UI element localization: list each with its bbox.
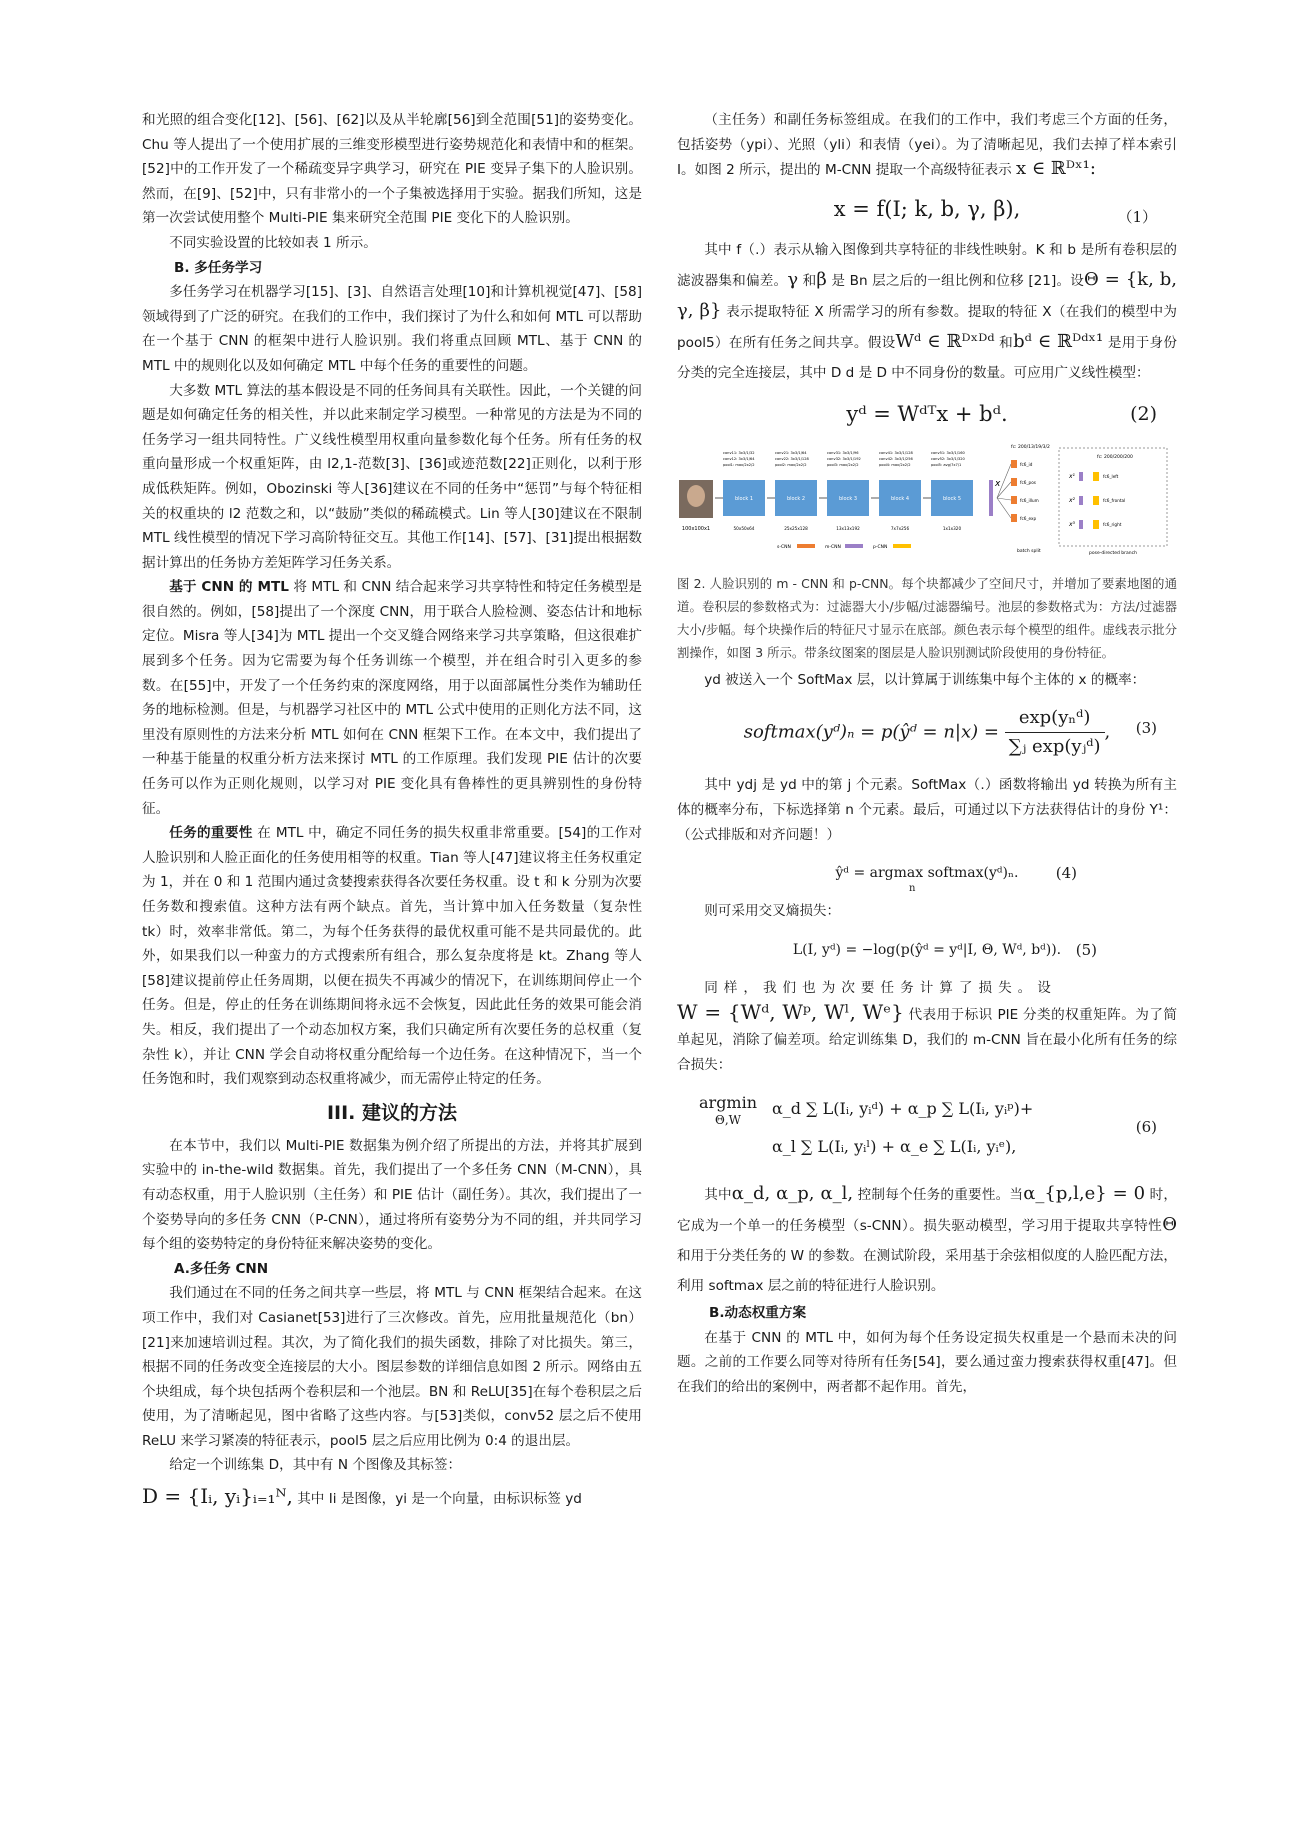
pose-input: x¹	[1069, 472, 1075, 480]
pose-input: x²	[1069, 496, 1075, 504]
paragraph: 给定一个训练集 D，其中有 N 个图像及其标签：	[169, 1457, 462, 1474]
block-label: block 2	[786, 495, 806, 502]
pose-feature	[1079, 472, 1083, 481]
pose-branch-box	[1059, 448, 1167, 546]
block-size: 25x25x128	[784, 525, 808, 531]
fc-label: fc6_id	[1020, 461, 1033, 467]
paragraph: 则可采用交叉熵损失：	[704, 903, 841, 920]
feature-bar	[989, 480, 993, 516]
paragraph: 任务的重要性 在 MTL 中，确定不同任务的损失权重非常重要。[54]的工作对人脸识别和人脸正面化的任务使用相等的权重。Tian 等人[47]建议将主任务权重定为 1，并在 0 和 1 范围内通过贪婪搜索获得各次要任务权重。设 t 和 k 分别为次要任务数和搜索值。这种方法有两个缺点。首先，当计算中加入任务数量（复杂性 tk）时，效率非常低。第二，为每个任务获得的最优权重可能不是共同最优的。此外，如果我们以一种蛮力的方式搜索所有组合，那么复杂度将是 kt。Zhang 等人[58]建议提前停止任务周期，以便在损失不再减少的情况下，在训练期间停止一个任务。但是，停止的任务在训练期间将永远不会恢复，因此此任务的效果可能会消失。相反，我们提出了一个动态加权方案，我们只确定所有次要任务的总权重（复杂性 k），并让 CNN 学会自动将权重分配给每一个边任务。在这种情况下，当一个任务饱和时，我们观察到动态权重将减少，而无需停止特定的任务。	[142, 825, 642, 1088]
legend-swatch	[797, 544, 815, 548]
block-label: block 5	[942, 495, 962, 502]
block-param: pool4: max/2x2/2	[879, 462, 911, 467]
equation-number: (2)	[1130, 402, 1157, 425]
paragraph: 不同实验设置的比较如表 1 所示。	[169, 234, 377, 251]
equation-3: softmax(yᵈ)ₙ = p(ŷᵈ = n|x) = $\frac{\text{exp(yₙᵈ)}}{\text{∑ⱼ exp(yⱼᵈ)}}$ , (3)	[677, 704, 1177, 761]
legend-swatch	[845, 544, 863, 548]
block-param: conv12: 3x3/1/64	[723, 456, 755, 461]
fc-connector	[997, 498, 1011, 518]
pose-fc	[1093, 496, 1099, 505]
inline-math: Θ = {k, b, γ, β}	[677, 268, 1177, 321]
fc-layer	[1011, 478, 1017, 486]
paragraph: 和光照的组合变化[12]、[56]、[62]以及从半轮廓[56]到全范围[51]的姿势变化。Chu 等人提出了一个使用扩展的三维变形模型进行姿势规范化和表情中和的框架。[52]中的工作开发了一个稀疏变异字典学习，研究在 PIE 变异子集下的人脸识别。然而，在[9]、[52]中，只有非常小的一个子集被选择用于实验。据我们所知，这是第一次尝试使用整个 Multi-PIE 集来研究全范围 PIE 变化下的人脸识别。	[142, 112, 642, 227]
pose-group	[1068, 472, 1125, 529]
paragraph: 同样，我们也为次要任务计算了损失。设	[704, 979, 1057, 996]
block-param: pool1: max/2x2/2	[723, 462, 755, 467]
pose-header: fc: 200/200/200	[1097, 454, 1133, 460]
block-group	[715, 451, 973, 531]
block-param: conv51: 3x3/1/160	[931, 450, 965, 455]
batch-split-label: batch split	[1017, 548, 1041, 554]
paragraph: D = {Iᵢ, yᵢ}ᵢ₌₁ᴺ, 其中 Ii 是图像，yi 是一个向量，由标识标签 yd	[142, 1484, 582, 1509]
face-icon	[687, 485, 705, 507]
fc-layer	[1011, 496, 1017, 504]
section-heading: B.动态权重方案	[709, 1305, 807, 1322]
block-size: 1x1x320	[942, 525, 962, 531]
paragraph: yd 被送入一个 SoftMax 层，以计算属于训练集中每个主体的 x 的概率：	[704, 671, 1146, 688]
section-heading: B. 多任务学习	[174, 259, 263, 276]
fc-label: fc6_pos	[1020, 479, 1036, 485]
equation-number: （1）	[1117, 207, 1157, 226]
fc-connector	[997, 498, 1011, 500]
equation-number: (5)	[1075, 940, 1097, 959]
figure-2	[677, 440, 1177, 566]
legend-label: m-CNN	[825, 544, 841, 550]
paragraph: 其中α_d, α_p, α_l, 控制每个任务的重要性。当α_{p,l,e} = 0 时，它成为一个单一的任务模型（s-CNN）。损失驱动模型，学习用于提取共享特性Θ 和用于分类任务的 W 的参数。在测试阶段，采用基于余弦相似度的人脸匹配方法，利用 softmax 层之前的特征进行人脸识别。	[677, 1183, 1177, 1295]
block-label: block 3	[838, 495, 858, 502]
block-size: 7x7x256	[890, 525, 910, 531]
block-label: block 4	[890, 495, 910, 502]
left-column	[142, 108, 642, 1512]
pose-branch-label: pose-directed branch	[1089, 550, 1137, 556]
block-param: conv11: 3x3/1/32	[723, 450, 755, 455]
legend	[777, 544, 911, 550]
fc-label: fc6_illum	[1020, 497, 1039, 503]
inline-math: W = {Wᵈ, Wᵖ, Wˡ, Wᵉ}	[677, 1000, 904, 1025]
input-size-label: 100x100x1	[681, 525, 711, 532]
paragraph: （主任务）和副任务标签组成。在我们的工作中，我们考虑三个方面的任务，包括姿势（ypi）、光照（yli）和表情（yei）。为了清晰起见，我们去掉了样本索引 I。如图 2 所示，提出的 M-CNN 提取一个高级特征表示 x ∈ ℝᴰˣ¹:	[677, 112, 1177, 180]
block-param: conv22: 3x3/1/128	[775, 456, 809, 461]
block-param: conv21: 3x3/1/64	[775, 450, 807, 455]
pose-fc	[1093, 520, 1099, 529]
fc-header: fc: 200/13/19/3/2	[1011, 444, 1050, 450]
block-param: pool2: max/2x2/2	[775, 462, 807, 467]
fc-layer	[1011, 460, 1017, 468]
paragraph: 基于 CNN 的 MTL 将 MTL 和 CNN 结合起来学习共享特性和特定任务模型是很自然的。例如，[58]提出了一个深度 CNN，用于联合人脸检测、姿态估计和地标定位。Misra 等人[34]为 MTL 提出一个交叉缝合网络来学习共享策略，但这很难扩展到多个任务。因为它需要为每个任务训练一个模型，并在组合时引入更多的参数。在[55]中，开发了一个任务约束的深度网络，用于以面部属性分类作为辅助任务的地标检测。但是，与机器学习社区中的 MTL 公式中使用的正则化方法不同，这里没有原则性的方法来分析 MTL 如何在 CNN 框架下工作。在本文中，我们提出了一种基于能量的权重分析方法来探讨 MTL 的工作原理。我们发现 PIE 估计的次要任务可以作为正则化规则，以学习对 PIE 变化具有鲁棒性的更具辨别性的身份特征。	[142, 579, 642, 817]
equation-1: x = f(I; k, b, γ, β), （1）	[677, 195, 1177, 223]
pose-input: x³	[1069, 520, 1075, 528]
right-column	[677, 108, 1177, 1400]
section-title: III. 建议的方法	[326, 1101, 458, 1124]
equation-number: (4)	[1055, 864, 1077, 883]
legend-label: s-CNN	[777, 544, 791, 550]
paragraph: 在基于 CNN 的 MTL 中，如何为每个任务设定损失权重是一个悬而未决的问题。之前的工作要么同等对待所有任务[54]，要么通过蛮力搜索获得权重[47]。但在我们的给出的案例中，两者都不起作用。首先，	[677, 1329, 1177, 1395]
inline-math: Wᵈ ∈ ℝᴰˣᴰᵈ	[895, 330, 995, 352]
block-param: conv52: 3x3/1/320	[931, 456, 965, 461]
fc-label: fc6_exp	[1020, 515, 1037, 521]
equation-4: ŷᵈ = argmax softmax(yᵈ)ₙ. n (4)	[677, 859, 1177, 887]
feature-x-label: x	[995, 478, 1001, 489]
equation-number: (6)	[1135, 1118, 1157, 1137]
fc-layer	[1011, 514, 1017, 522]
pose-label: fc6_right	[1103, 521, 1122, 527]
inline-math: bᵈ ∈ ℝᴰᵈˣ¹	[1013, 330, 1104, 352]
legend-swatch	[893, 544, 911, 548]
inline-math: x ∈ ℝᴰˣ¹:	[1016, 158, 1096, 180]
paragraph-lead: 任务的重要性	[169, 825, 253, 842]
equation-5: L(I, yᵈ) = −log(p(ŷᵈ = yᵈ|I, Θ, Wᵈ, bᵈ)). (5)	[677, 936, 1177, 964]
block-param: conv31: 3x3/1/96	[827, 450, 859, 455]
paragraph: W = {Wᵈ, Wᵖ, Wˡ, Wᵉ} 代表用于标识 PIE 分类的权重矩阵。为了简单起见，消除了偏差项。给定训练集 D，我们的 m-CNN 旨在最小化所有任务的综合损失：	[677, 1000, 1177, 1073]
pose-label: fc6_left	[1103, 473, 1119, 479]
inline-math: D = {Iᵢ, yᵢ}ᵢ₌₁ᴺ,	[142, 1484, 293, 1509]
block-size: 50x50x64	[733, 525, 755, 531]
block-param: conv41: 3x3/1/128	[879, 450, 913, 455]
paragraph: 其中 ydj 是 yd 中的第 j 个元素。SoftMax（.）函数将输出 yd 转换为所有主体的概率分布，下标选择第 n 个元素。最后，可通过以下方法获得估计的身份 Y¹：（公式排版和对齐问题！）	[677, 777, 1177, 843]
paragraph: 其中 f（.）表示从输入图像到共享特征的非线性映射。K 和 b 是所有卷积层的滤波器集和偏差。γ 和β 是 Bn 层之后的一组比例和位移 [21]。设Θ = {k, b, γ, β} 表示提取特征 X 所需学习的所有参数。提取的特征 X（在我们的模型中为 pool5）在所有任务之间共享。假设Wᵈ ∈ ℝᴰˣᴰᵈ 和bᵈ ∈ ℝᴰᵈˣ¹ 是用于身份分类的完全连接层，其中 D d 是 D 中不同身份的数量。可应用广义线性模型：	[677, 241, 1178, 381]
network-diagram	[677, 440, 1177, 566]
block-size: 13x13x192	[836, 525, 860, 531]
figure-caption: 图 2. 人脸识别的 m - CNN 和 p-CNN。每个块都减少了空间尺寸，并增加了要素地图的通道。卷积层的参数格式为：过滤器大小/步幅/过滤器编号。池层的参数格式为：方法/过滤器大小/步幅。每个块操作后的特征尺寸显示在底部。颜色表示每个模型的组件。虚线表示批分割操作，如图 3 所示。带条纹图案的图层是人脸识别测试阶段使用的身份特征。	[677, 575, 1177, 660]
equation-number: (3)	[1135, 719, 1157, 738]
block-param: conv42: 3x3/1/256	[879, 456, 913, 461]
section-heading: A.多任务 CNN	[174, 1260, 269, 1277]
block-param: pool5: avg/7x7/1	[931, 462, 962, 467]
equation-6: argmin Θ,W α_d ∑ L(Iᵢ, yᵢᵈ) + α_p ∑ L(Iᵢ, yᵢᵖ)+ α_l ∑ L(Iᵢ, yᵢˡ) + α_e ∑ L(Iᵢ, yᵢᵉ), (6)	[699, 1093, 1157, 1157]
paragraph-lead: 基于 CNN 的 MTL	[169, 579, 289, 596]
pose-feature	[1079, 496, 1083, 505]
legend-label: p-CNN	[873, 544, 888, 550]
fc-layer-group	[989, 460, 1039, 522]
block-label: block 1	[734, 495, 754, 502]
paragraph: 大多数 MTL 算法的基本假设是不同的任务间具有关联性。因此，一个关键的问题是如何确定任务的相关性，并以此来制定学习模型。一种常见的方法是为不同的任务学习一组共同特性。广义线性模型用权重向量参数化每个任务。所有任务的权重向量形成一个权重矩阵，由 l2,1-范数[3]、[36]或迹范数[22]正则化，以利于形成低秩矩阵。例如，Obozinski 等人[36]建议在不同的任务中“惩罚”与每个特征相关的权重块的 l2 范数之和，以“鼓励”类似的稀疏模式。Lin 等人[30]建议在不限制 MTL 线性模型的情况下学习高阶特征交互。其他工作[14]、[57]、[31]提出根据数据计算出的任务协方差矩阵学习任务关系。	[142, 382, 642, 571]
paragraph: 多任务学习在机器学习[15]、[3]、自然语言处理[10]和计算机视觉[47]、[58]领域得到了广泛的研究。在我们的工作中，我们探讨了为什么和如何 MTL 可以帮助在一个基于 CNN 的框架中进行人脸识别。我们将重点回顾 MTL、基于 CNN 的 MTL 中的规则化以及如何确定 MTL 中每个任务的重要性的问题。	[142, 284, 642, 374]
block-param: conv32: 3x3/1/192	[827, 456, 861, 461]
pose-fc	[1093, 472, 1099, 481]
paragraph: 我们通过在不同的任务之间共享一些层，将 MTL 与 CNN 框架结合起来。在这项工作中，我们对 Casianet[53]进行了三次修改。首先，应用批量规范化（bn）[21]来加速培训过程。其次，为了简化我们的损失函数，排除了对比损失。第三，根据不同的任务改变全连接层的大小。图层参数的详细信息如图 2 所示。网络由五个块组成，每个块包括两个卷积层和一个池层。BN 和 ReLU[35]在每个卷积层之后使用，为了清晰起见，图中省略了这些内容。与[53]类似，conv52 层之后不使用 ReLU 来学习紧凑的特征表示，pool5 层之后应用比例为 0:4 的退出层。	[142, 1285, 642, 1449]
block-param: pool3: max/2x2/2	[827, 462, 859, 467]
equation-2: yᵈ = Wᵈᵀx + bᵈ. (2)	[846, 401, 1157, 426]
pose-feature	[1079, 520, 1083, 529]
pose-label: fc6_frontal	[1103, 497, 1126, 503]
paragraph: 在本节中，我们以 Multi-PIE 数据集为例介绍了所提出的方法，并将其扩展到实验中的 in-the-wild 数据集。首先，我们提出了一个多任务 CNN（M-CNN），具有动态权重，用于人脸识别（主任务）和 PIE 估计（副任务）。其次，我们提出了一个姿势导向的多任务 CNN（P-CNN），通过将所有姿势分为不同的组，并共同学习每个组的姿势特定的身份特征来解决姿势的变化。	[142, 1137, 642, 1253]
